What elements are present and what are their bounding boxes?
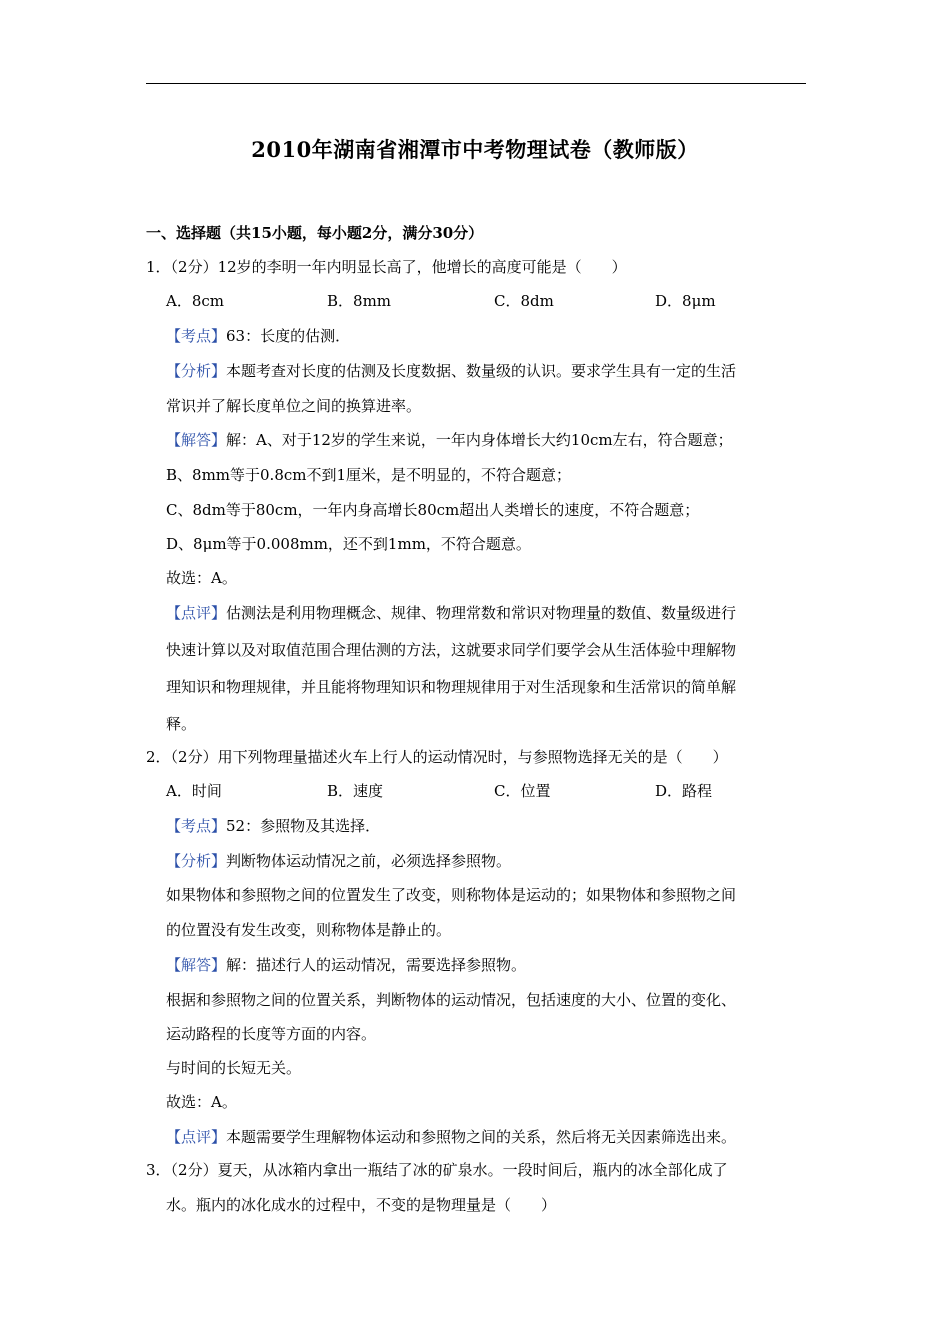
jieda-tag: 【解答】 — [166, 431, 227, 449]
q2-dianping — [166, 1127, 736, 1147]
q2-jieda-line-2: 根据和参照物之间的位置关系，判断物体的运动情况，包括速度的大小、位置的变化、 — [166, 991, 737, 1009]
fenxi-tag: 【分析】 — [166, 852, 227, 870]
q1-stem: 1．（2分）12岁的李明一年内明显长高了，他增长的高度可能是（ ） — [146, 258, 627, 276]
q1-jieda-line-3: C、8dm等于80cm，一年内身高增长80cm超出人类增长的速度，不符合题意； — [166, 501, 700, 519]
q2-jieda — [166, 955, 526, 975]
q1-dianping-line-4: 释。 — [166, 715, 197, 733]
q1-dianping-line-2: 快速计算以及对取值范围合理估测的方法，这就要求同学们要学会从生活体验中理解物 — [166, 641, 737, 659]
q2-option-c: C．位置 — [494, 782, 551, 800]
q2-kaodian-text: 52：参照物及其选择． — [226, 817, 381, 835]
page-title: 2010年湖南省湘潭市中考物理试卷（教师版） — [251, 137, 699, 162]
q2-jieda-line-4: 与时间的长短无关。 — [166, 1059, 302, 1077]
q3-stem-line-1: 3．（2分）夏天，从冰箱内拿出一瓶结了冰的矿泉水。一段时间后，瓶内的冰全部化成了 — [146, 1161, 728, 1179]
q2-option-d: D．路程 — [655, 782, 713, 800]
q1-option-b: B．8mm — [327, 292, 392, 310]
q1-option-d: D．8μm — [655, 292, 716, 310]
q1-jieda-line-2: B、8mm等于0.8cm不到1厘米，是不明显的，不符合题意； — [166, 466, 572, 484]
q1-kaodian-text: 63：长度的估测． — [226, 327, 351, 345]
q2-jieda-line-3: 运动路程的长度等方面的内容。 — [166, 1025, 377, 1043]
q2-kaodian — [166, 816, 380, 836]
dianping-tag: 【点评】 — [166, 1128, 227, 1146]
q3-stem-line-2: 水。瓶内的冰化成水的过程中，不变的是物理量是（ ） — [166, 1196, 557, 1214]
q2-fenxi — [166, 851, 511, 871]
q1-fenxi — [166, 361, 736, 381]
jieda-tag: 【解答】 — [166, 956, 227, 974]
q1-dianping-line-3: 理知识和物理规律，并且能将物理知识和物理规律用于对生活现象和生活常识的简单解 — [166, 678, 737, 696]
top-rule — [146, 83, 806, 84]
q1-jieda — [166, 430, 733, 450]
fenxi-tag: 【分析】 — [166, 362, 227, 380]
section-heading: 一、选择题（共15小题，每小题2分，满分30分） — [146, 224, 484, 242]
q2-option-a: A．时间 — [166, 782, 222, 800]
dianping-tag: 【点评】 — [166, 604, 227, 622]
kaodian-tag: 【考点】 — [166, 817, 227, 835]
q2-jieda-line-1: 解：描述行人的运动情况，需要选择参照物。 — [226, 956, 527, 974]
q1-option-c: C．8dm — [494, 292, 554, 310]
q2-option-b: B．速度 — [327, 782, 384, 800]
q1-kaodian — [166, 326, 350, 346]
q1-dianping-line-1: 估测法是利用物理概念、规律、物理常数和常识对物理量的数值、数量级进行 — [226, 604, 737, 622]
q2-dianping-text: 本题需要学生理解物体运动和参照物之间的关系，然后将无关因素筛选出来。 — [226, 1128, 737, 1146]
q2-stem: 2．（2分）用下列物理量描述火车上行人的运动情况时，与参照物选择无关的是（ ） — [146, 748, 728, 766]
q2-fenxi-line-2: 如果物体和参照物之间的位置发生了改变，则称物体是运动的；如果物体和参照物之间 — [166, 886, 737, 904]
q2-fenxi-line-1: 判断物体运动情况之前，必须选择参照物。 — [226, 852, 512, 870]
q1-option-a: A．8cm — [166, 292, 225, 310]
q1-fenxi-line-2: 常识并了解长度单位之间的换算进率。 — [166, 397, 422, 415]
q1-jieda-line-4: D、8μm等于0.008mm，还不到1mm，不符合题意。 — [166, 535, 531, 553]
q1-fenxi-line-1: 本题考查对长度的估测及长度数据、数量级的认识。要求学生具有一定的生活 — [226, 362, 737, 380]
q2-fenxi-line-3: 的位置没有发生改变，则称物体是静止的。 — [166, 921, 452, 939]
q1-jieda-line-1: 解：A、对于12岁的学生来说，一年内身体增长大约10cm左右，符合题意； — [226, 431, 733, 449]
q1-answer: 故选：A。 — [166, 569, 237, 587]
kaodian-tag: 【考点】 — [166, 327, 227, 345]
q2-answer: 故选：A。 — [166, 1093, 237, 1111]
q1-dianping — [166, 603, 736, 623]
